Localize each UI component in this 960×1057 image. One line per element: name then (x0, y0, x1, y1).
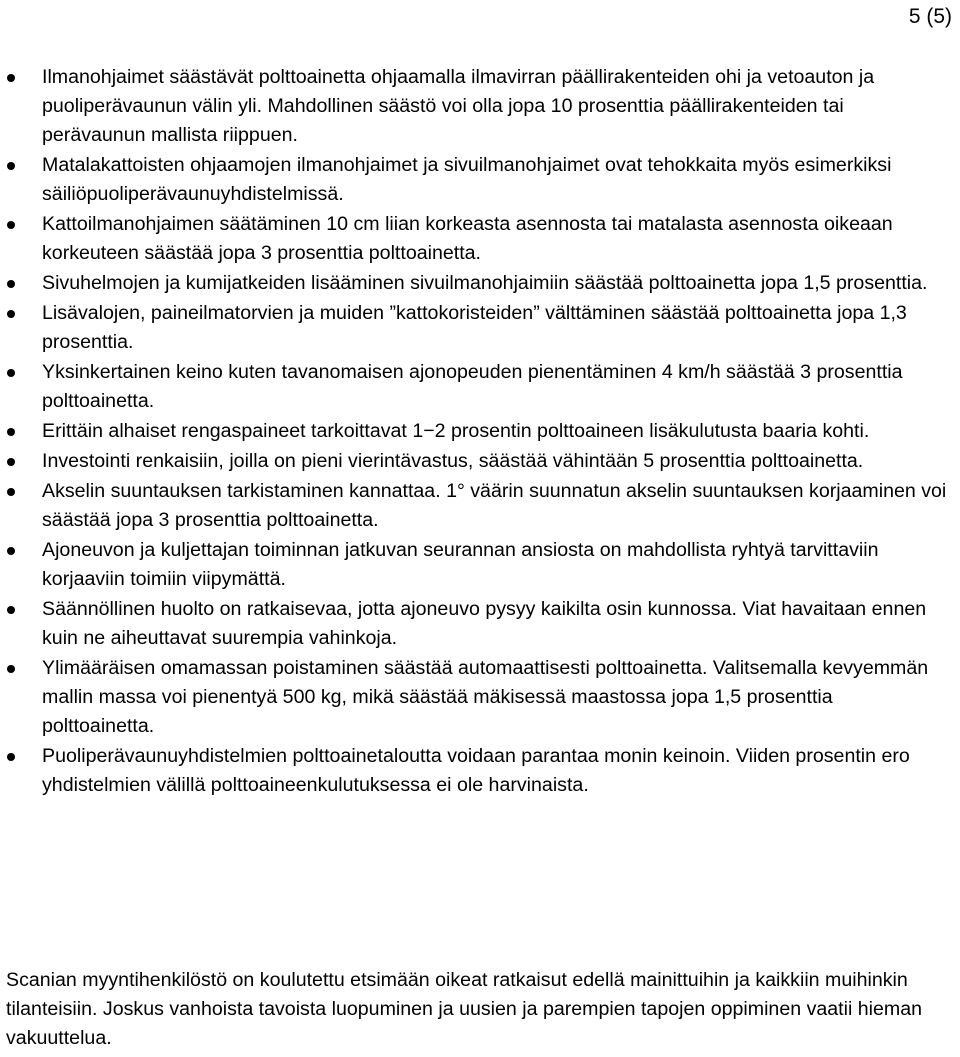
list-item-text: Säännöllinen huolto on ratkaisevaa, jotta ajoneuvo pysyy kaikilta osin kunnossa. Viat havaitaan ennen kuin ne aiheuttavat suurempia vahinkoja. (42, 598, 927, 649)
bullet-icon (7, 221, 15, 229)
list-item-text: Ilmanohjaimet säästävät polttoainetta ohjaamalla ilmavirran päällirakenteiden ohi ja vetoauton ja puoliperävaunun välin yli. Mahdollinen säästö voi olla jopa 10 prosenttia päällirakenteiden tai perävaunun mallista riippuen. (42, 66, 875, 146)
list-item-text: Ylimääräisen omamassan poistaminen säästää automaattisesti polttoainetta. Valitsemalla kevyemmän mallin massa voi pienentyä 500 kg, mikä säästää mäkisessä maastossa jopa 1,5 prosenttia polttoainetta. (42, 657, 929, 737)
list-item (0, 63, 950, 150)
bullet-list (0, 63, 950, 801)
list-item (0, 210, 950, 268)
list-item (0, 536, 950, 594)
bullet-icon (7, 162, 15, 170)
list-item (0, 654, 950, 741)
list-item (0, 742, 950, 800)
bullet-icon (7, 74, 15, 82)
list-item-text: Matalakattoisten ohjaamojen ilmanohjaimet ja sivuilmanohjaimet ovat tehokkaita myös esimerkiksi säiliöpuoliperävaunuyhdistelmissä. (42, 154, 892, 205)
list-item-text: Lisävalojen, paineilmatorvien ja muiden ”kattokoristeiden” välttäminen säästää polttoainetta jopa 1,3 prosenttia. (42, 302, 907, 353)
closing-paragraph: Scanian myyntihenkilöstö on koulutettu etsimään oikeat ratkaisut edellä mainittuihin ja kaikkiin muihinkin tilanteisiin. Joskus vanhoista tavoista luopuminen ja uusien ja parempien tapojen oppiminen vaatii hieman vakuuttelua. (6, 969, 923, 1049)
bullet-icon (7, 369, 15, 377)
list-item (0, 447, 950, 476)
bullet-icon (7, 310, 15, 318)
list-item-text: Puoliperävaunuyhdistelmien polttoainetaloutta voidaan parantaa monin keinoin. Viiden prosentin ero yhdistelmien välillä polttoaineenkulutuksessa ei ole harvinaista. (42, 745, 910, 796)
bullet-icon (7, 428, 15, 436)
bullet-icon (7, 753, 15, 761)
page-number: 5 (5) (908, 5, 952, 28)
bullet-icon (7, 606, 15, 614)
bullet-icon (7, 665, 15, 673)
list-item (0, 595, 950, 653)
list-item (0, 417, 950, 446)
list-item-text: Erittäin alhaiset rengaspaineet tarkoittavat 1−2 prosentin polttoaineen lisäkulutusta baaria kohti. (42, 420, 870, 442)
list-item-text: Ajoneuvon ja kuljettajan toiminnan jatkuvan seurannan ansiosta on mahdollista ryhtyä tarvittaviin korjaaviin toimiin viipymättä. (42, 539, 879, 590)
list-item (0, 299, 950, 357)
list-item (0, 269, 950, 298)
bullet-icon (7, 280, 15, 288)
bullet-icon (7, 488, 15, 496)
list-item (0, 358, 950, 416)
bullet-icon (7, 547, 15, 555)
list-item-text: Sivuhelmojen ja kumijatkeiden lisääminen sivuilmanohjaimiin säästää polttoainetta jopa 1,5 prosenttia. (42, 272, 928, 294)
list-item-text: Investointi renkaisiin, joilla on pieni vierintävastus, säästää vähintään 5 prosenttia polttoainetta. (42, 450, 864, 472)
list-item (0, 151, 950, 209)
list-item-text: Akselin suuntauksen tarkistaminen kannattaa. 1° väärin suunnatun akselin suuntauksen korjaaminen voi säästää jopa 3 prosenttia polttoainetta. (42, 480, 947, 531)
bullet-icon (7, 458, 15, 466)
list-item-text: Kattoilmanohjaimen säätäminen 10 cm liian korkeasta asennosta tai matalasta asennosta oikeaan korkeuteen säästää jopa 3 prosenttia polttoainetta. (42, 213, 893, 264)
list-item (0, 477, 950, 535)
list-item-text: Yksinkertainen keino kuten tavanomaisen ajonopeuden pienentäminen 4 km/h säästää 3 prosenttia polttoainetta. (42, 361, 903, 412)
